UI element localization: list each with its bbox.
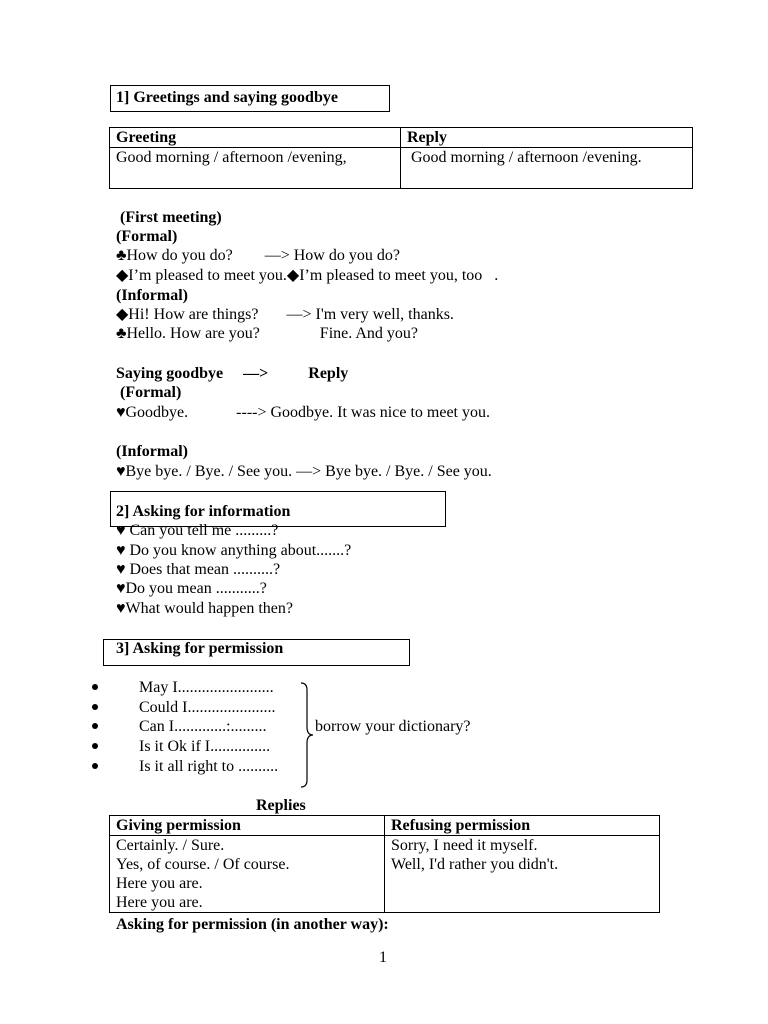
permission-item-5: Is it all right to .......... bbox=[139, 758, 279, 775]
permission-item-1: May I........................ bbox=[139, 679, 274, 696]
page-number: 1 bbox=[379, 949, 387, 966]
informal-line-1: ◆Hi! How are things? —> I'm very well, thanks. bbox=[116, 306, 454, 323]
table-header-giving: Giving permission bbox=[110, 816, 385, 836]
table-header-row bbox=[110, 816, 660, 836]
giving-line: Here you are. bbox=[116, 875, 203, 892]
giving-line: Yes, of course. / Of course. bbox=[116, 856, 290, 873]
info-line-4: ♥Do you mean ...........? bbox=[116, 580, 267, 597]
bullet-dot bbox=[92, 704, 98, 710]
goodbye-formal-label: (Formal) bbox=[120, 384, 182, 401]
another-way-label: Asking for permission (in another way): bbox=[116, 916, 389, 933]
formal-label: (Formal) bbox=[116, 228, 178, 245]
info-line-5: ♥What would happen then? bbox=[116, 600, 293, 617]
section2-title: 2] Asking for information bbox=[116, 503, 291, 520]
informal-line-2: ♣Hello. How are you? Fine. And you? bbox=[116, 325, 419, 342]
permission-item-4: Is it Ok if I............... bbox=[139, 738, 271, 755]
giving-cell bbox=[110, 836, 385, 913]
info-line-2: ♥ Do you know anything about.......? bbox=[116, 542, 352, 559]
table-row bbox=[110, 836, 660, 913]
first-meeting-label: (First meeting) bbox=[120, 209, 222, 226]
refusing-cell bbox=[385, 836, 660, 913]
greeting-table bbox=[109, 127, 693, 189]
table-header-reply: Reply bbox=[401, 128, 693, 148]
permission-item-2: Could I...................... bbox=[139, 699, 276, 716]
goodbye-informal-line: ♥Bye bye. / Bye. / See you. —> Bye bye. / Bye. / See you. bbox=[116, 463, 492, 480]
goodbye-informal-label: (Informal) bbox=[116, 443, 188, 460]
formal-line-1: ♣How do you do? —> How do you do? bbox=[116, 247, 400, 264]
permission-item-3: Can I.............:......... bbox=[139, 718, 267, 735]
refusing-line: Well, I'd rather you didn't. bbox=[391, 856, 559, 873]
table-cell-greeting: Good morning / afternoon /evening, bbox=[110, 148, 401, 189]
goodbye-heading: Saying goodbye —> Reply bbox=[116, 365, 349, 382]
bullet-dot bbox=[92, 743, 98, 749]
formal-line-2: ◆I’m pleased to meet you.◆I’m pleased to meet you, too . bbox=[116, 267, 499, 284]
refusing-line: Sorry, I need it myself. bbox=[391, 837, 538, 854]
goodbye-formal-line: ♥Goodbye. ----> Goodbye. It was nice to meet you. bbox=[116, 404, 490, 421]
replies-table bbox=[109, 815, 660, 913]
giving-line: Certainly. / Sure. bbox=[116, 837, 225, 854]
right-brace bbox=[299, 682, 315, 788]
table-header-refusing: Refusing permission bbox=[385, 816, 660, 836]
bullet-dot bbox=[92, 684, 98, 690]
informal-label: (Informal) bbox=[116, 287, 188, 304]
section3-title: 3] Asking for permission bbox=[116, 640, 284, 657]
section1-title: 1] Greetings and saying goodbye bbox=[116, 89, 338, 106]
info-line-3: ♥ Does that mean ..........? bbox=[116, 561, 281, 578]
table-header-greeting: Greeting bbox=[110, 128, 401, 148]
table-row bbox=[110, 148, 693, 189]
table-cell-reply: Good morning / afternoon /evening. bbox=[401, 148, 693, 189]
bullet-dot bbox=[92, 723, 98, 729]
giving-line: Here you are. bbox=[116, 894, 203, 911]
table-header-row bbox=[110, 128, 693, 148]
brace-text: borrow your dictionary? bbox=[315, 718, 471, 735]
replies-label: Replies bbox=[256, 797, 306, 814]
info-line-1: ♥ Can you tell me .........? bbox=[116, 522, 279, 539]
bullet-dot bbox=[92, 763, 98, 769]
